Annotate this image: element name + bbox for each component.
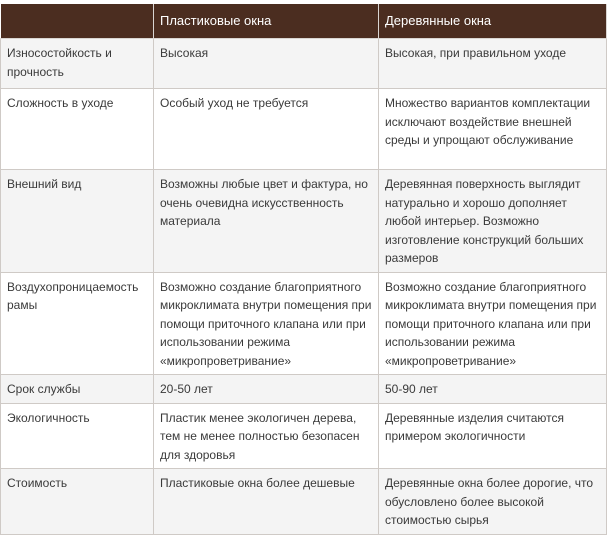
row-criterion: Экологичность <box>1 403 154 469</box>
row-criterion: Сложность в уходе <box>1 89 154 170</box>
table-row <box>1 39 607 89</box>
header-wooden-windows: Деревянные окна <box>379 4 607 39</box>
cell-plastic: Пластик менее экологичен дерева, тем не менее полностью безопасен для здоровья <box>154 403 379 469</box>
row-criterion: Срок службы <box>1 375 154 404</box>
cell-plastic: Высокая <box>154 39 379 89</box>
cell-wood: Деревянные окна более дорогие, что обусловлено более высокой стоимостью сырья <box>379 469 607 535</box>
cell-plastic: Возможно создание благоприятного микроклимата внутри помещения при помощи приточного клапана или при использовании режима «микропроветривание» <box>154 272 379 375</box>
row-criterion: Износостойкость и прочность <box>1 39 154 89</box>
table-header-row <box>1 4 607 39</box>
cell-wood: Возможно создание благоприятного микроклимата внутри помещения при помощи приточного клапана или при использовании режима «микропроветривание» <box>379 272 607 375</box>
table-row <box>1 469 607 535</box>
row-criterion: Внешний вид <box>1 170 154 273</box>
table-row <box>1 89 607 170</box>
cell-plastic: Пластиковые окна более дешевые <box>154 469 379 535</box>
table-row <box>1 403 607 469</box>
row-criterion: Стоимость <box>1 469 154 535</box>
cell-plastic: Особый уход не требуется <box>154 89 379 170</box>
cell-plastic: Возможны любые цвет и фактура, но очень очевидна искусственность материала <box>154 170 379 273</box>
cell-wood: Деревянные изделия считаются примером экологичности <box>379 403 607 469</box>
table-row <box>1 272 607 375</box>
cell-wood: 50-90 лет <box>379 375 607 404</box>
row-criterion: Воздухопроницаемость рамы <box>1 272 154 375</box>
table-row <box>1 170 607 273</box>
header-plastic-windows: Пластиковые окна <box>154 4 379 39</box>
cell-wood: Высокая, при правильном уходе <box>379 39 607 89</box>
cell-wood: Деревянная поверхность выглядит натурально и хорошо дополняет любой интерьер. Возможно изготовление конструкций больших размеров <box>379 170 607 273</box>
header-corner-cell <box>1 4 154 39</box>
cell-wood: Множество вариантов комплектации исключают воздействие внешней среды и упрощают обслуживание <box>379 89 607 170</box>
cell-plastic: 20-50 лет <box>154 375 379 404</box>
table-row <box>1 375 607 404</box>
comparison-table <box>0 4 607 535</box>
